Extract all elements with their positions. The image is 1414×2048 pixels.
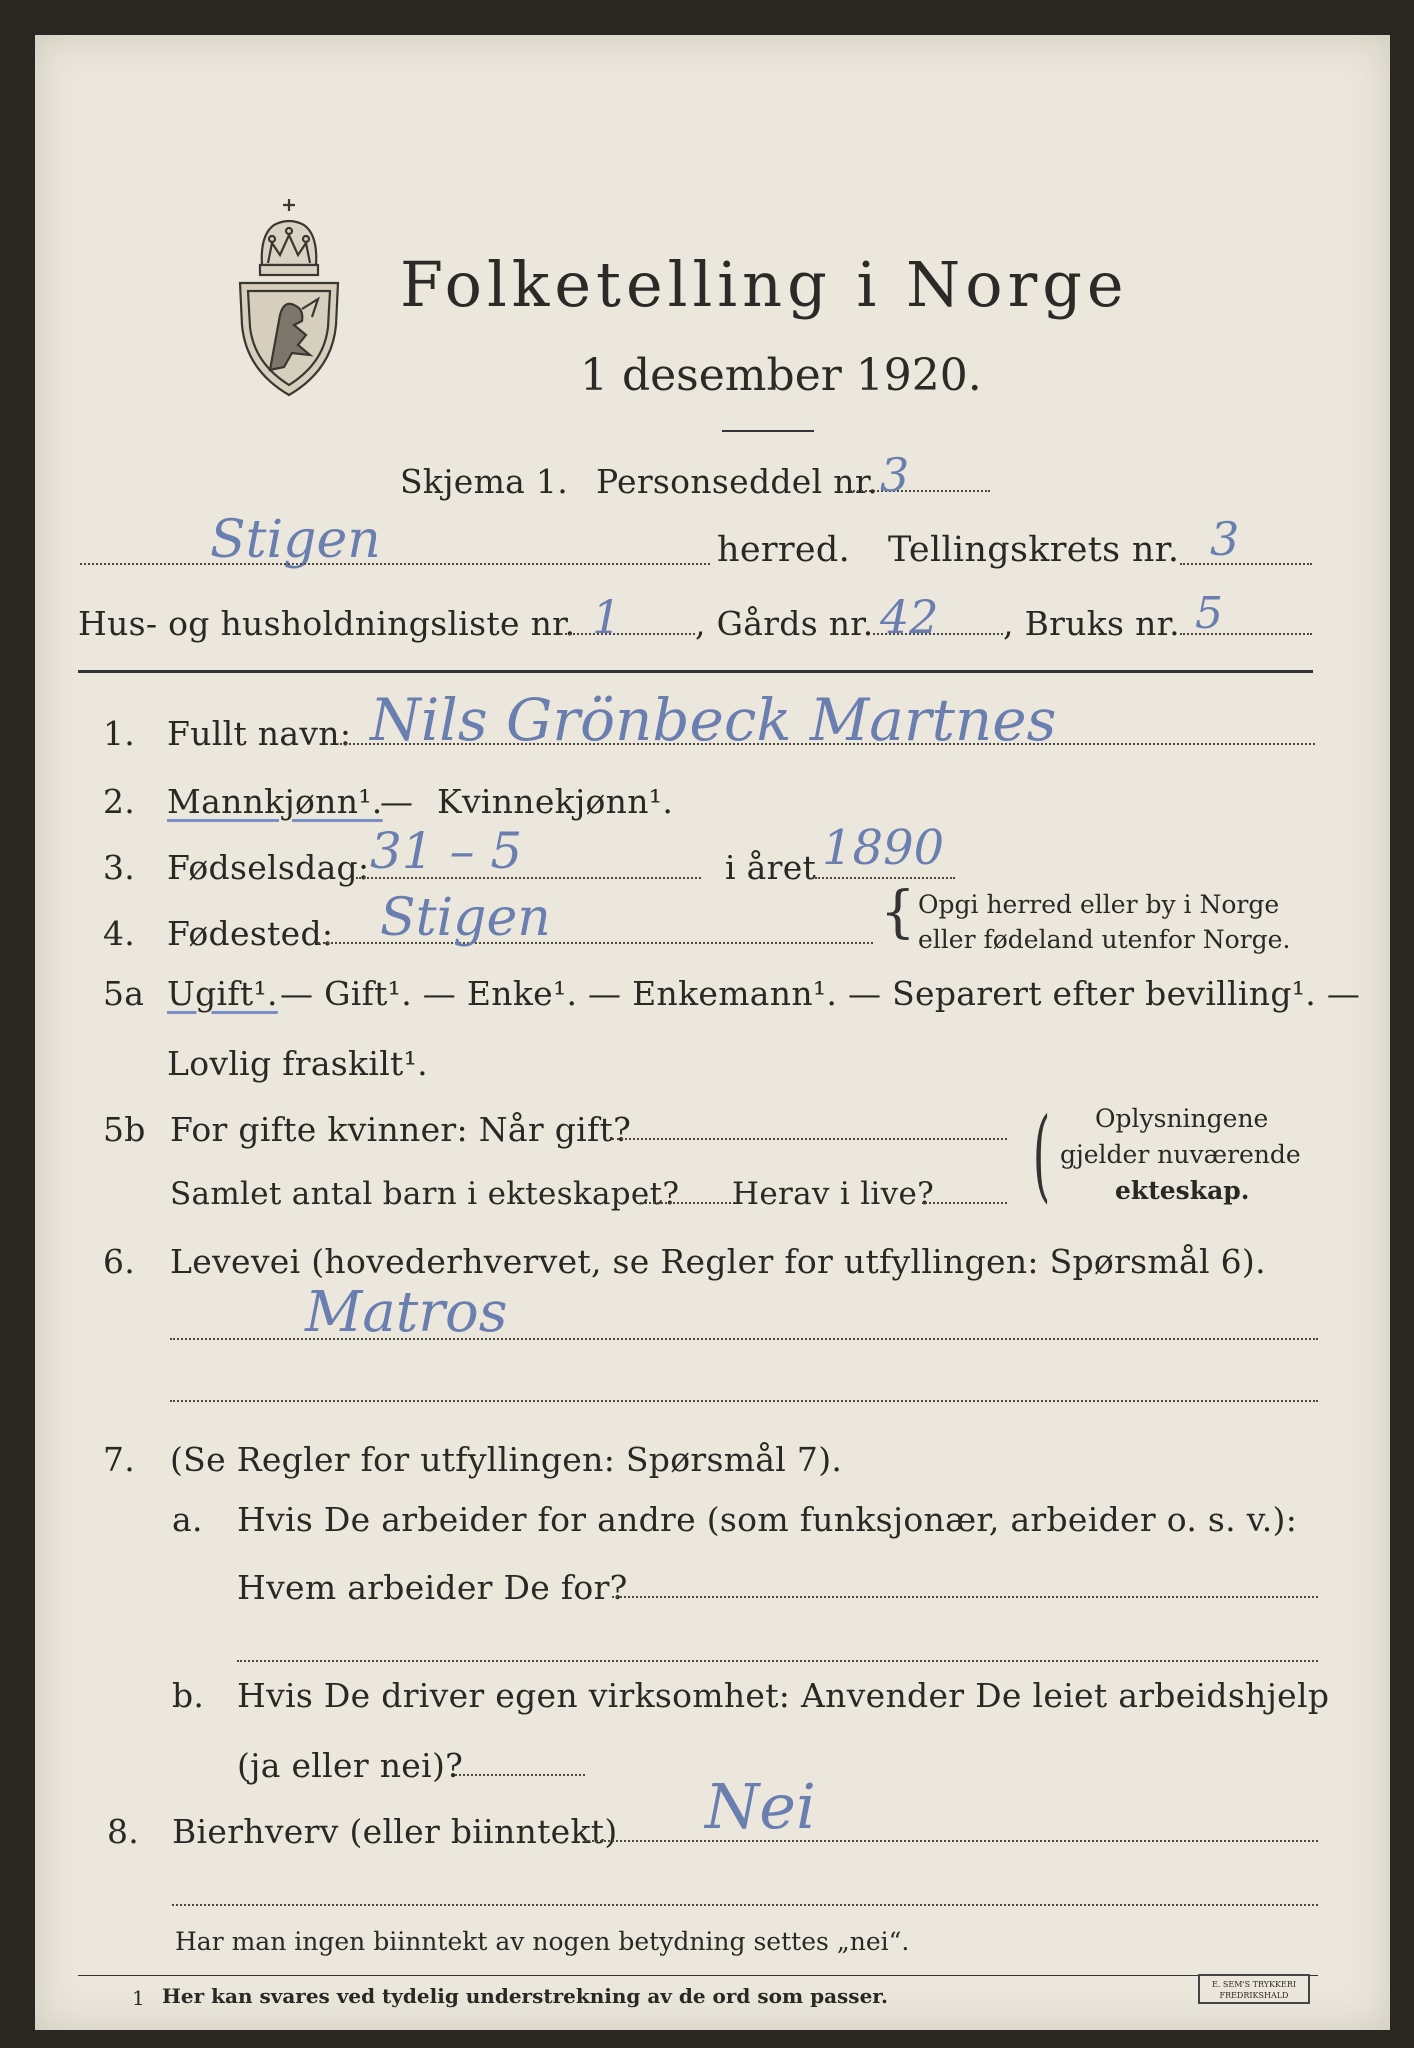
tellingskrets-value[interactable]: 3 bbox=[1210, 512, 1240, 566]
husliste-value[interactable]: 1 bbox=[592, 590, 622, 644]
bruks-label: , Bruks nr. bbox=[1003, 604, 1180, 643]
q7a-label: Hvis De arbeider for andre (som funksjonær, arbeider o. s. v.): bbox=[237, 1500, 1298, 1539]
q2-separator: — bbox=[380, 782, 414, 821]
employer-line2 bbox=[237, 1660, 1318, 1662]
q3-number: 3. bbox=[103, 848, 136, 887]
footnote-marker: 1 bbox=[132, 1986, 145, 2010]
q7-number: 7. bbox=[103, 1440, 136, 1479]
q2-number: 2. bbox=[103, 782, 136, 821]
year-line bbox=[815, 877, 955, 879]
employer-line1 bbox=[612, 1596, 1318, 1598]
herred-line bbox=[80, 563, 710, 565]
q5a-number: 5a bbox=[103, 974, 145, 1013]
q5b-note1: Oplysningene bbox=[1095, 1104, 1269, 1133]
male-option[interactable]: Mannkjønn¹. bbox=[167, 782, 383, 821]
q7-label: (Se Regler for utfyllingen: Spørsmål 7). bbox=[170, 1440, 843, 1479]
q5b-brace: ( bbox=[1032, 1096, 1051, 1213]
female-option[interactable]: Kvinnekjønn¹. bbox=[437, 782, 674, 821]
q1-label: Fullt navn: bbox=[167, 714, 352, 753]
alive-line bbox=[922, 1202, 1007, 1204]
coat-of-arms-icon bbox=[232, 195, 347, 400]
printer-stamp bbox=[1198, 1974, 1310, 2004]
header-rule bbox=[78, 670, 1313, 673]
divorced-option[interactable]: Lovlig fraskilt¹. bbox=[167, 1044, 428, 1083]
q5b-label: For gifte kvinner: Når gift? bbox=[170, 1110, 632, 1149]
census-date: 1 desember 1920. bbox=[580, 350, 982, 401]
husliste-line bbox=[560, 633, 695, 635]
q5b-note3: ekteskap. bbox=[1115, 1176, 1250, 1205]
footer-note: Har man ingen biinntekt av nogen betydning settes „nei“. bbox=[175, 1927, 910, 1956]
gards-label: , Gårds nr. bbox=[695, 604, 874, 643]
q1-number: 1. bbox=[103, 714, 136, 753]
q7b-question: (ja eller nei)? bbox=[237, 1746, 464, 1785]
hired-help-line bbox=[455, 1774, 585, 1776]
q7b-label: Hvis De driver egen virksomhet: Anvender De leiet arbeidshjelp bbox=[237, 1676, 1330, 1715]
personseddel-line bbox=[850, 490, 990, 492]
marital-options[interactable]: — Gift¹. — Enke¹. — Enkemann¹. — Separert efter bevilling¹. — bbox=[280, 974, 1361, 1013]
birthplace-value[interactable]: Stigen bbox=[380, 888, 551, 948]
side-income-line2 bbox=[172, 1904, 1318, 1906]
children-line bbox=[640, 1202, 735, 1204]
q4-label: Fødested: bbox=[167, 914, 334, 953]
birthdate-value[interactable]: 31 – 5 bbox=[370, 822, 523, 880]
q5b-line2: Samlet antal barn i ekteskapet? bbox=[170, 1176, 680, 1212]
q5b-note2: gjelder nuværende bbox=[1060, 1140, 1301, 1169]
birth-year-value[interactable]: 1890 bbox=[822, 820, 945, 876]
q7a-question: Hvem arbeider De for? bbox=[237, 1568, 628, 1607]
occupation-line1 bbox=[170, 1338, 1318, 1340]
personseddel-label: Personseddel nr. bbox=[596, 462, 879, 501]
printer-city: FREDRIKSHALD bbox=[1219, 1991, 1289, 2000]
footnote: Her kan svares ved tydelig understrekning av de ord som passer. bbox=[162, 1984, 888, 2008]
gards-value[interactable]: 42 bbox=[880, 590, 939, 644]
tellingskrets-line bbox=[1180, 563, 1312, 565]
page-title: Folketelling i Norge bbox=[400, 248, 1129, 321]
husliste-label: Hus- og husholdningsliste nr. bbox=[78, 604, 576, 643]
printer-name: E. SEM'S TRYKKERI bbox=[1211, 1980, 1297, 1989]
title-divider bbox=[722, 430, 814, 432]
q4-brace: { bbox=[880, 880, 916, 945]
q7a-letter: a. bbox=[172, 1500, 203, 1539]
q6-number: 6. bbox=[103, 1242, 136, 1281]
q4-number: 4. bbox=[103, 914, 136, 953]
occupation-value[interactable]: Matros bbox=[305, 1280, 508, 1345]
tellingskrets-label: Tellingskrets nr. bbox=[888, 530, 1180, 570]
year-label: i året bbox=[725, 848, 817, 887]
herred-label: herred. bbox=[717, 530, 851, 570]
married-when-line bbox=[612, 1138, 1007, 1140]
q6-label: Levevei (hovederhvervet, se Regler for utfyllingen: Spørsmål 6). bbox=[170, 1242, 1266, 1281]
unmarried-option[interactable]: Ugift¹. bbox=[167, 974, 278, 1013]
q4-note-line1: Opgi herred eller by i Norge bbox=[918, 890, 1280, 919]
full-name-value[interactable]: Nils Grönbeck Martnes bbox=[370, 686, 1057, 754]
occupation-line2 bbox=[170, 1400, 1318, 1402]
q4-note-line2: eller fødeland utenfor Norge. bbox=[918, 925, 1291, 954]
herred-value[interactable]: Stigen bbox=[210, 510, 381, 570]
side-income-value[interactable]: Nei bbox=[705, 1770, 816, 1843]
schema-label: Skjema 1. bbox=[400, 462, 569, 501]
herav-label: Herav i live? bbox=[732, 1176, 935, 1212]
q8-label: Bierhverv (eller biinntekt) bbox=[172, 1812, 618, 1851]
q8-number: 8. bbox=[107, 1812, 140, 1851]
footer-rule bbox=[78, 1975, 1318, 1976]
q7b-letter: b. bbox=[172, 1676, 205, 1715]
q3-label: Fødselsdag: bbox=[167, 848, 370, 887]
bruks-value[interactable]: 5 bbox=[1195, 588, 1223, 639]
side-income-line bbox=[585, 1840, 1318, 1842]
q5b-number: 5b bbox=[103, 1110, 146, 1149]
personseddel-value[interactable]: 3 bbox=[880, 448, 910, 502]
